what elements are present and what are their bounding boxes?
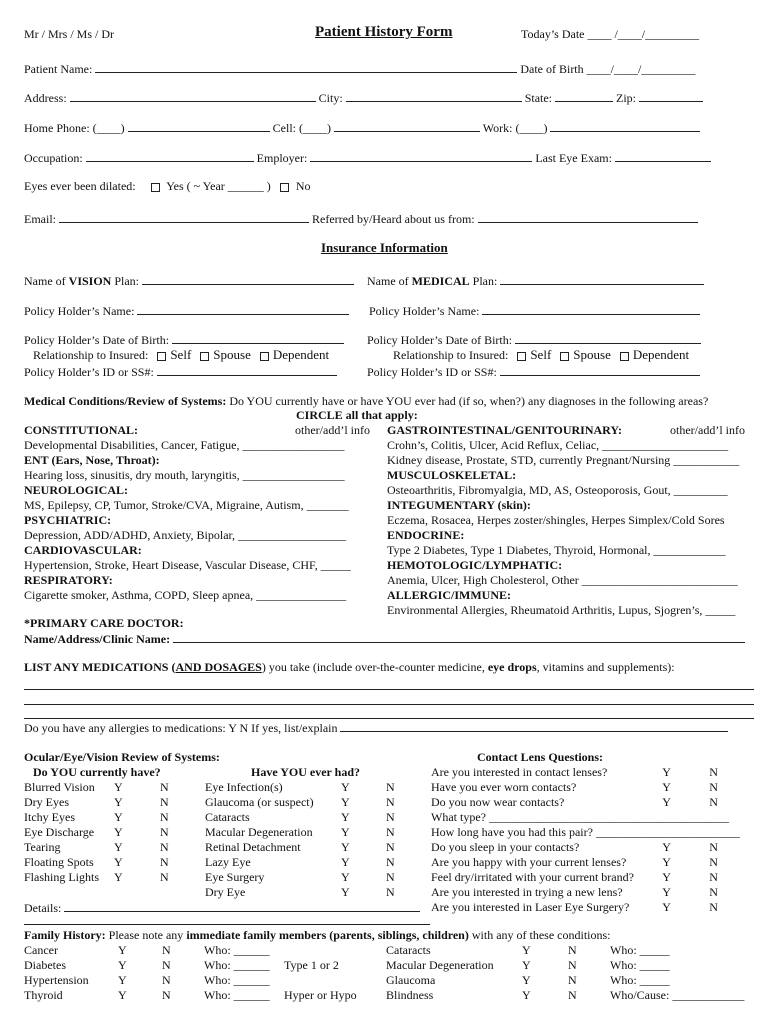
dilated-no-label: No (295, 179, 311, 193)
yes-option[interactable]: Y (662, 870, 671, 884)
referred-field[interactable] (478, 211, 698, 223)
ocular-current-row (24, 825, 190, 840)
contact-question-row (431, 765, 740, 780)
family-row (24, 943, 384, 958)
medications-instructions: ) you take (include over-the-counter medicine, (261, 660, 488, 674)
system-options[interactable]: Anemia, Ulcer, High Cholesterol, Other __________________________ (387, 573, 738, 587)
condition-label: Retinal Detachment (205, 840, 301, 854)
condition-label: Eye Surgery (205, 870, 265, 884)
no-option[interactable]: N (709, 885, 718, 899)
occupation-row (24, 150, 754, 165)
condition-label: Lazy Eye (205, 855, 251, 869)
details-row (24, 900, 420, 915)
who-field[interactable]: Who: _____ (610, 943, 670, 957)
home-phone-label: Home Phone: (____) (24, 121, 125, 135)
contact-question-row (431, 780, 740, 795)
family-condition: Diabetes (24, 958, 66, 972)
city-field[interactable] (346, 90, 522, 102)
medical-relationship-label: Relationship to Insured: (393, 348, 509, 362)
system-heading: CARDIOVASCULAR: (24, 543, 142, 557)
vision-dependent-checkbox[interactable] (260, 352, 269, 361)
ocular-current-row (24, 855, 190, 870)
state-label: State: (524, 91, 553, 105)
medical-holder-id-row (367, 364, 700, 379)
pcp-heading: *PRIMARY CARE DOCTOR: (24, 616, 184, 630)
ever-conditions-table (205, 780, 406, 900)
family-condition: Glaucoma (386, 973, 436, 987)
yes-option[interactable]: Y (662, 795, 671, 809)
no-option[interactable]: N (568, 943, 577, 957)
system-options[interactable]: Hypertension, Stroke, Heart Disease, Vascular Disease, CHF, _____ (24, 558, 351, 572)
medical-relationship-row (393, 348, 689, 362)
ocular-heading: Ocular/Eye/Vision Review of Systems: (24, 750, 220, 764)
vision-spouse-label: Spouse (213, 347, 251, 362)
medical-intro (24, 394, 754, 408)
family-extra[interactable] (284, 973, 384, 988)
family-row (24, 973, 384, 988)
yes-option[interactable]: Y (341, 855, 350, 869)
phone-row (24, 120, 754, 135)
yes-option[interactable]: Y (341, 840, 350, 854)
contact-question: Are you interested in contact lenses? (431, 765, 608, 779)
medical-holder-dob-label: Policy Holder’s Date of Birth: (367, 333, 513, 347)
yes-option[interactable]: Y (522, 988, 531, 1002)
dilated-yes-checkbox[interactable] (151, 183, 160, 192)
yes-option[interactable]: Y (341, 810, 350, 824)
medical-holder-name-row (369, 303, 700, 318)
no-option[interactable]: N (709, 795, 718, 809)
vision-relationship-label: Relationship to Insured: (33, 348, 149, 362)
yes-option[interactable]: Y (662, 885, 671, 899)
yes-option[interactable]: Y (114, 840, 123, 854)
patient-name-row (24, 61, 754, 76)
condition-label: Macular Degeneration (205, 825, 313, 839)
ocular-current-row (24, 840, 190, 855)
city-label: City: (318, 91, 343, 105)
no-option[interactable]: N (160, 840, 169, 854)
employer-field[interactable] (310, 150, 532, 162)
current-conditions-table (24, 780, 190, 885)
who-field[interactable]: Who: ______ (204, 943, 270, 957)
system-options[interactable]: Environmental Allergies, Rheumatoid Arthritis, Lupus, Sjogren’s, _____ (387, 603, 736, 617)
family-condition: Hypertension (24, 973, 89, 987)
contact-question: Have you ever worn contacts? (431, 780, 577, 794)
vision-holder-dob-field[interactable] (172, 332, 344, 344)
condition-label: Glaucoma (or suspect) (205, 795, 314, 809)
patient-name-field[interactable] (95, 61, 517, 73)
no-option[interactable]: N (386, 825, 395, 839)
medications-label: LIST ANY MEDICATIONS ( (24, 660, 176, 674)
cell-field[interactable] (334, 120, 480, 132)
no-option[interactable]: N (568, 988, 577, 1002)
no-option[interactable]: N (568, 973, 577, 987)
vision-self-label: Self (170, 347, 192, 362)
medical-intro-heading: Medical Conditions/Review of Systems: (24, 394, 227, 408)
no-option[interactable]: N (160, 855, 169, 869)
current-heading: Do YOU currently have? (33, 765, 161, 779)
family-row (386, 988, 744, 1003)
who-field[interactable]: Who: ______ (204, 988, 270, 1002)
yes-option[interactable]: Y (114, 780, 123, 794)
no-option[interactable]: N (709, 840, 718, 854)
yes-option[interactable]: Y (114, 855, 123, 869)
medical-self-checkbox[interactable] (517, 352, 526, 361)
contact-question-row (431, 825, 740, 840)
medications-heading (24, 660, 754, 674)
system-heading: GASTROINTESTINAL/GENITOURINARY: (387, 423, 622, 437)
vision-relationship-row (33, 348, 329, 362)
address-label: Address: (24, 91, 67, 105)
address-field[interactable] (70, 90, 316, 102)
family-condition: Cancer (24, 943, 58, 957)
allergy-row (24, 720, 754, 735)
medications-instructions-end: , vitamins and supplements): (536, 660, 675, 674)
condition-label: Eye Infection(s) (205, 780, 283, 794)
family-row (386, 958, 744, 973)
system-heading: INTEGUMENTARY (skin): (387, 498, 531, 512)
system-options[interactable]: Depression, ADD/ADHD, Anxiety, Bipolar, __________________ (24, 528, 347, 542)
allergy-label: Do you have any allergies to medications: Y N If yes, list/explain (24, 721, 338, 735)
medical-holder-id-field[interactable] (500, 364, 700, 376)
condition-label: Cataracts (205, 810, 250, 824)
condition-label: Itchy Eyes (24, 810, 75, 824)
no-option[interactable]: N (386, 810, 395, 824)
medical-dependent-label: Dependent (632, 347, 690, 362)
medications-dosages: AND DOSAGES (175, 660, 262, 674)
work-field[interactable] (550, 120, 700, 132)
family-condition: Cataracts (386, 943, 431, 957)
medical-holder-dob-row (367, 332, 701, 347)
family-row (386, 943, 744, 958)
no-option[interactable]: N (709, 855, 718, 869)
no-option[interactable]: N (386, 840, 395, 854)
contact-question: Do you sleep in your contacts? (431, 840, 580, 854)
family-row (24, 988, 384, 1003)
medical-plan-label-pre: Name of (367, 274, 412, 288)
vision-holder-id-field[interactable] (157, 364, 337, 376)
email-field[interactable] (59, 211, 309, 223)
vision-holder-id-row (24, 364, 337, 379)
system-heading: MUSCULOSKELETAL: (387, 468, 517, 482)
no-option[interactable]: N (709, 765, 718, 779)
system-heading: ENDOCRINE: (387, 528, 465, 542)
yes-option[interactable]: Y (662, 900, 671, 914)
vision-holder-name-field[interactable] (137, 303, 349, 315)
system-heading: ENT (Ears, Nose, Throat): (24, 453, 160, 467)
yes-option[interactable]: Y (114, 810, 123, 824)
ocular-ever-row (205, 870, 406, 885)
family-condition: Macular Degeneration (386, 958, 494, 972)
no-option[interactable]: N (160, 795, 169, 809)
system-heading: PSYCHIATRIC: (24, 513, 112, 527)
who-field[interactable]: Who: _____ (610, 973, 670, 987)
ever-heading: Have YOU ever had? (251, 765, 360, 779)
vision-holder-id-label: Policy Holder’s ID or SS#: (24, 365, 154, 379)
form-title: Patient History Form (315, 24, 453, 40)
patient-name-label: Patient Name: (24, 62, 93, 76)
no-option[interactable]: N (709, 780, 718, 794)
family-extra[interactable]: Hyper or Hypo (284, 988, 357, 1002)
address-row (24, 90, 754, 105)
no-option[interactable]: N (386, 870, 395, 884)
yes-option[interactable]: Y (662, 855, 671, 869)
yes-option[interactable]: Y (522, 973, 531, 987)
condition-label: Blurred Vision (24, 780, 95, 794)
contact-question: Are you interested in Laser Eye Surgery? (431, 900, 630, 914)
family-intro-end: with any of these conditions: (468, 928, 611, 942)
other-info-label-left: other/add’l info (295, 423, 370, 437)
who-field[interactable]: Who: ______ (204, 973, 270, 987)
condition-label: Eye Discharge (24, 825, 95, 839)
medical-plan-field[interactable] (500, 273, 704, 285)
ocular-ever-row (205, 840, 406, 855)
pcp-row (24, 631, 754, 646)
dilated-row (24, 179, 754, 193)
who-field[interactable]: Who: _____ (610, 958, 670, 972)
details-field[interactable] (64, 900, 420, 912)
family-right-table (386, 943, 744, 1003)
dilated-label: Eyes ever been dilated: (24, 179, 136, 193)
yes-option[interactable]: Y (341, 780, 350, 794)
medical-dependent-checkbox[interactable] (620, 352, 629, 361)
contact-question[interactable]: How long have you had this pair? ________________________ (431, 825, 740, 839)
system-options[interactable]: Hearing loss, sinusitis, dry mouth, laryngitis, _________________ (24, 468, 345, 482)
system-heading: RESPIRATORY: (24, 573, 113, 587)
contact-questions-table (431, 765, 740, 915)
ocular-ever-row (205, 810, 406, 825)
ocular-ever-row (205, 885, 406, 900)
medications-line-3[interactable] (24, 718, 754, 719)
home-phone-field[interactable] (128, 120, 270, 132)
no-option[interactable]: N (709, 870, 718, 884)
yes-option[interactable]: Y (114, 870, 123, 884)
family-members: immediate family members (parents, siblings, children) (186, 928, 469, 942)
pcp-name-label: Name/Address/Clinic Name: (24, 632, 171, 646)
contact-question-row (431, 810, 740, 825)
contact-question-row (431, 855, 740, 870)
vision-holder-name-row (24, 303, 349, 318)
contact-question-row (431, 795, 740, 810)
medications-eye-drops: eye drops (487, 660, 537, 674)
yes-option[interactable]: Y (341, 795, 350, 809)
no-option[interactable]: N (160, 825, 169, 839)
zip-field[interactable] (639, 90, 703, 102)
vision-plan-field[interactable] (142, 273, 354, 285)
ocular-current-row (24, 810, 190, 825)
details-label: Details: (24, 901, 62, 915)
no-option[interactable]: N (386, 885, 395, 899)
contact-question: Are you interested in trying a new lens? (431, 885, 623, 899)
email-label: Email: (24, 212, 56, 226)
last-exam-label: Last Eye Exam: (535, 151, 612, 165)
contact-question: Are you happy with your current lenses? (431, 855, 627, 869)
occupation-field[interactable] (86, 150, 254, 162)
yes-option[interactable]: Y (341, 825, 350, 839)
medical-plan-label-post: Plan: (469, 274, 498, 288)
insurance-heading: Insurance Information (321, 240, 448, 255)
family-condition: Thyroid (24, 988, 63, 1002)
medical-plan-label-bold: MEDICAL (411, 274, 470, 288)
system-options[interactable]: Kidney disease, Prostate, STD, currently Pregnant/Nursing ___________ (387, 453, 740, 467)
salutation: Mr / Mrs / Ms / Dr (24, 27, 115, 41)
other-info-label-right: other/add’l info (670, 423, 745, 437)
pcp-name-field[interactable] (173, 631, 745, 643)
todays-date-field[interactable]: Today’s Date ____ /____/_________ (521, 27, 700, 41)
contact-heading: Contact Lens Questions: (477, 750, 604, 764)
dilated-yes-label: Yes ( ~ Year ______ ) (166, 179, 271, 193)
referred-label: Referred by/Heard about us from: (312, 212, 475, 226)
email-row (24, 211, 754, 226)
last-exam-field[interactable] (615, 150, 711, 162)
yes-option[interactable]: Y (341, 870, 350, 884)
circle-instruction: CIRCLE all that apply: (296, 408, 418, 422)
employer-label: Employer: (256, 151, 308, 165)
dob-field[interactable]: Date of Birth ____/____/_________ (520, 62, 696, 76)
no-option[interactable]: N (162, 958, 171, 972)
medical-holder-name-field[interactable] (482, 303, 700, 315)
yes-option[interactable]: Y (118, 988, 127, 1002)
yes-option[interactable]: Y (114, 795, 123, 809)
yes-option[interactable]: Y (662, 765, 671, 779)
condition-label: Dry Eye (205, 885, 246, 899)
medical-spouse-label: Spouse (573, 347, 611, 362)
system-heading: ALLERGIC/IMMUNE: (387, 588, 512, 602)
family-row (24, 958, 384, 973)
contact-question[interactable]: What type? ________________________________________ (431, 810, 729, 824)
system-options[interactable]: Type 2 Diabetes, Type 1 Diabetes, Thyroid, Hormonal, ____________ (387, 543, 726, 557)
work-label: Work: (____) (482, 121, 548, 135)
vision-holder-dob-label: Policy Holder’s Date of Birth: (24, 333, 170, 347)
medical-spouse-checkbox[interactable] (560, 352, 569, 361)
dilated-no-checkbox[interactable] (280, 183, 289, 192)
ocular-current-row (24, 870, 190, 885)
family-extra[interactable] (284, 943, 384, 958)
contact-question-row (431, 840, 740, 855)
family-intro (24, 928, 754, 942)
system-options[interactable]: Eczema, Rosacea, Herpes zoster/shingles, Herpes Simplex/Cold Sores (387, 513, 725, 527)
yes-option[interactable]: Y (662, 840, 671, 854)
vision-self-checkbox[interactable] (157, 352, 166, 361)
no-option[interactable]: N (160, 810, 169, 824)
medications-line-1[interactable] (24, 689, 754, 690)
yes-option[interactable]: Y (118, 973, 127, 987)
yes-option[interactable]: Y (114, 825, 123, 839)
yes-option[interactable]: Y (662, 780, 671, 794)
condition-label: Tearing (24, 840, 61, 854)
contact-question-row (431, 885, 740, 900)
ocular-current-row (24, 780, 190, 795)
yes-option[interactable]: Y (522, 958, 531, 972)
family-intro-text: Please note any (105, 928, 187, 942)
ocular-ever-row (205, 780, 406, 795)
ocular-ever-row (205, 825, 406, 840)
systems-right-column (387, 423, 757, 618)
yes-option[interactable]: Y (118, 943, 127, 957)
no-option[interactable]: N (162, 988, 171, 1002)
system-options[interactable]: Developmental Disabilities, Cancer, Fatigue, _________________ (24, 438, 345, 452)
family-divider (24, 924, 430, 925)
zip-label: Zip: (616, 91, 637, 105)
condition-label: Flashing Lights (24, 870, 100, 884)
yes-option[interactable]: Y (341, 885, 350, 899)
who-field[interactable]: Who/Cause: ____________ (610, 988, 745, 1002)
allergy-field[interactable] (340, 720, 728, 732)
contact-question: Feel dry/irritated with your current brand? (431, 870, 634, 884)
vision-dependent-label: Dependent (272, 347, 330, 362)
family-left-table (24, 943, 384, 1003)
ocular-ever-row (205, 795, 406, 810)
vision-plan-label-bold: VISION (68, 274, 112, 288)
family-extra[interactable]: Type 1 or 2 (284, 958, 339, 972)
no-option[interactable]: N (162, 943, 171, 957)
vision-plan-label-post: Plan: (111, 274, 140, 288)
system-options[interactable]: Crohn’s, Colitis, Ulcer, Acid Reflux, Celiac, _____________________ (387, 438, 729, 452)
yes-option[interactable]: Y (522, 943, 531, 957)
no-option[interactable]: N (160, 870, 169, 884)
state-field[interactable] (555, 90, 613, 102)
systems-left-column (24, 423, 374, 603)
family-condition: Blindness (386, 988, 434, 1002)
family-label: Family History: (24, 928, 106, 942)
vision-plan-label-pre: Name of (24, 274, 69, 288)
yes-option[interactable]: Y (118, 958, 127, 972)
no-option[interactable]: N (568, 958, 577, 972)
condition-label: Dry Eyes (24, 795, 69, 809)
condition-label: Floating Spots (24, 855, 94, 869)
vision-spouse-checkbox[interactable] (200, 352, 209, 361)
contact-question-row (431, 870, 740, 885)
ocular-current-row (24, 795, 190, 810)
no-option[interactable]: N (386, 795, 395, 809)
occupation-label: Occupation: (24, 151, 83, 165)
no-option[interactable]: N (162, 973, 171, 987)
cell-label: Cell: (____) (272, 121, 331, 135)
system-options[interactable]: MS, Epilepsy, CP, Tumor, Stroke/CVA, Migraine, Autism, _______ (24, 498, 349, 512)
no-option[interactable]: N (160, 780, 169, 794)
medical-intro-text: Do YOU currently have or have YOU ever had (if so, when?) any diagnoses in the following areas? (226, 394, 709, 408)
no-option[interactable]: N (386, 855, 395, 869)
who-field[interactable]: Who: ______ (204, 958, 270, 972)
system-heading: CONSTITUTIONAL: (24, 423, 139, 437)
no-option[interactable]: N (709, 900, 718, 914)
ocular-ever-row (205, 855, 406, 870)
medical-holder-name-label: Policy Holder’s Name: (369, 304, 480, 318)
medical-self-label: Self (530, 347, 552, 362)
family-row (386, 973, 744, 988)
medications-line-2[interactable] (24, 704, 754, 705)
system-options[interactable]: Cigarette smoker, Asthma, COPD, Sleep apnea, _______________ (24, 588, 347, 602)
system-heading: HEMOTOLOGIC/LYMPHATIC: (387, 558, 563, 572)
vision-holder-dob-row (24, 332, 344, 347)
system-options[interactable]: Osteoarthritis, Fibromyalgia, MD, AS, Osteoporosis, Gout, _________ (387, 483, 728, 497)
medical-plan-row (367, 273, 704, 288)
no-option[interactable]: N (386, 780, 395, 794)
contact-question-row (431, 900, 740, 915)
system-heading: NEUROLOGICAL: (24, 483, 129, 497)
vision-plan-row (24, 273, 354, 288)
vision-holder-name-label: Policy Holder’s Name: (24, 304, 135, 318)
medical-holder-dob-field[interactable] (515, 332, 701, 344)
medical-holder-id-label: Policy Holder’s ID or SS#: (367, 365, 497, 379)
contact-question: Do you now wear contacts? (431, 795, 565, 809)
